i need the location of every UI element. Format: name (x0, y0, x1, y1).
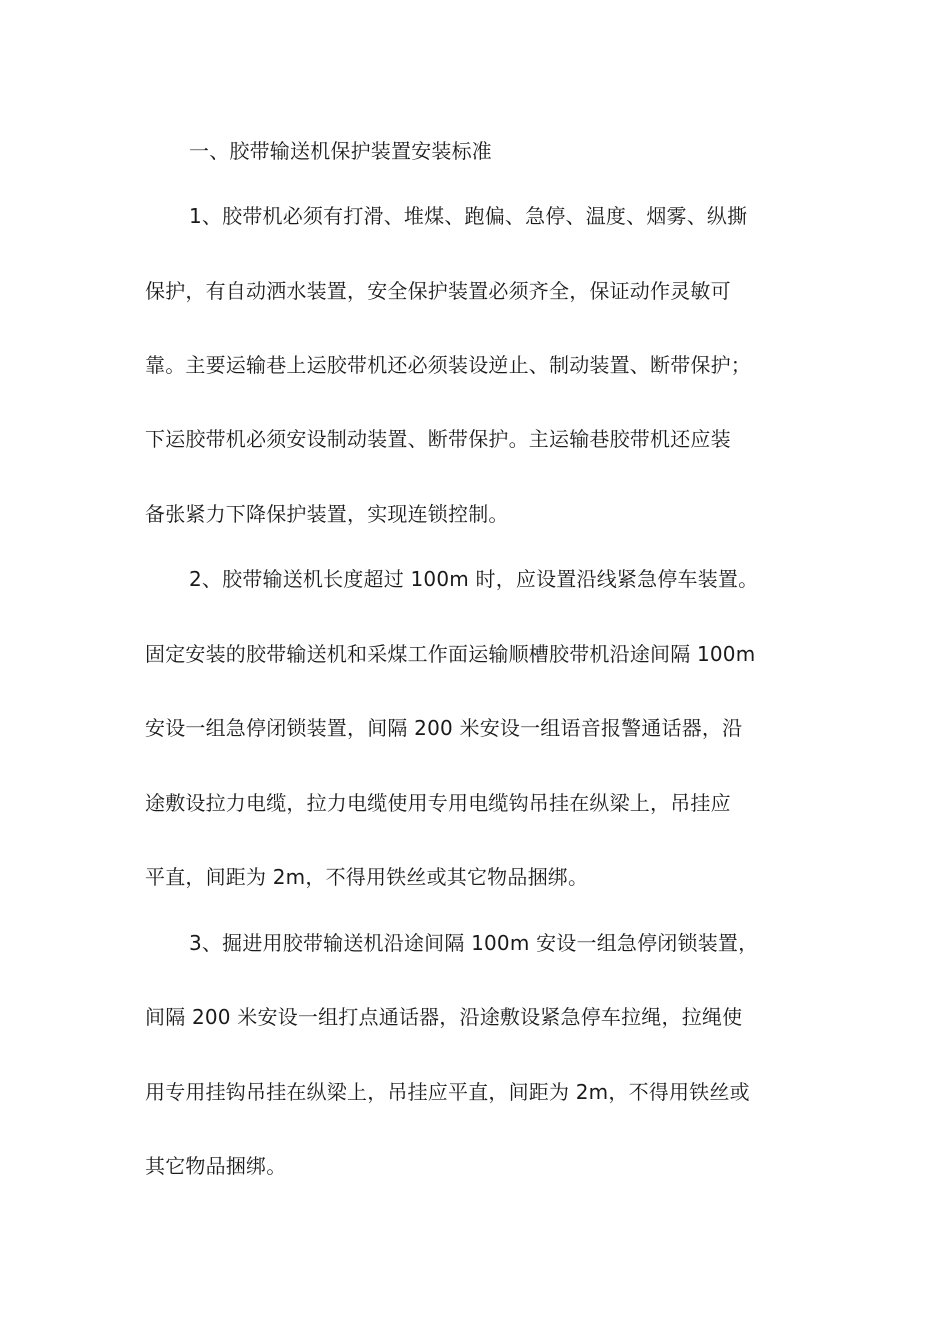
section-heading: 一、胶带输送机保护装置安装标准 (189, 139, 492, 163)
paragraph-3-line-3: 用专用挂钩吊挂在纵梁上，吊挂应平直，间距为 2m，不得用铁丝或 (145, 1080, 750, 1104)
paragraph-1-line-2: 保护，有自动洒水装置，安全保护装置必须齐全，保证动作灵敏可 (145, 279, 731, 303)
paragraph-2-line-4: 途敷设拉力电缆，拉力电缆使用专用电缆钩吊挂在纵梁上，吊挂应 (145, 791, 731, 815)
paragraph-2-line-2: 固定安装的胶带输送机和采煤工作面运输顺槽胶带机沿途间隔 100m (145, 642, 756, 666)
paragraph-1-line-5: 备张紧力下降保护装置，实现连锁控制。 (145, 502, 509, 526)
paragraph-1-line-1: 1、胶带机必须有打滑、堆煤、跑偏、急停、温度、烟雾、纵撕 (189, 204, 748, 228)
paragraph-2-line-3: 安设一组急停闭锁装置，间隔 200 米安设一组语音报警通话器，沿 (145, 716, 743, 740)
paragraph-1-line-3: 靠。主要运输巷上运胶带机还必须装设逆止、制动装置、断带保护； (145, 353, 751, 377)
paragraph-1-line-4: 下运胶带机必须安设制动装置、断带保护。主运输巷胶带机还应装 (145, 427, 731, 451)
paragraph-3-line-2: 间隔 200 米安设一组打点通话器，沿途敷设紧急停车拉绳，拉绳使 (145, 1005, 743, 1029)
paragraph-3-line-4: 其它物品捆绑。 (145, 1154, 287, 1178)
paragraph-3-line-1: 3、掘进用胶带输送机沿途间隔 100m 安设一组急停闭锁装置， (189, 931, 759, 955)
paragraph-2-line-1: 2、胶带输送机长度超过 100m 时，应设置沿线紧急停车装置。 (189, 567, 759, 591)
paragraph-2-line-5: 平直，间距为 2m，不得用铁丝或其它物品捆绑。 (145, 865, 589, 889)
